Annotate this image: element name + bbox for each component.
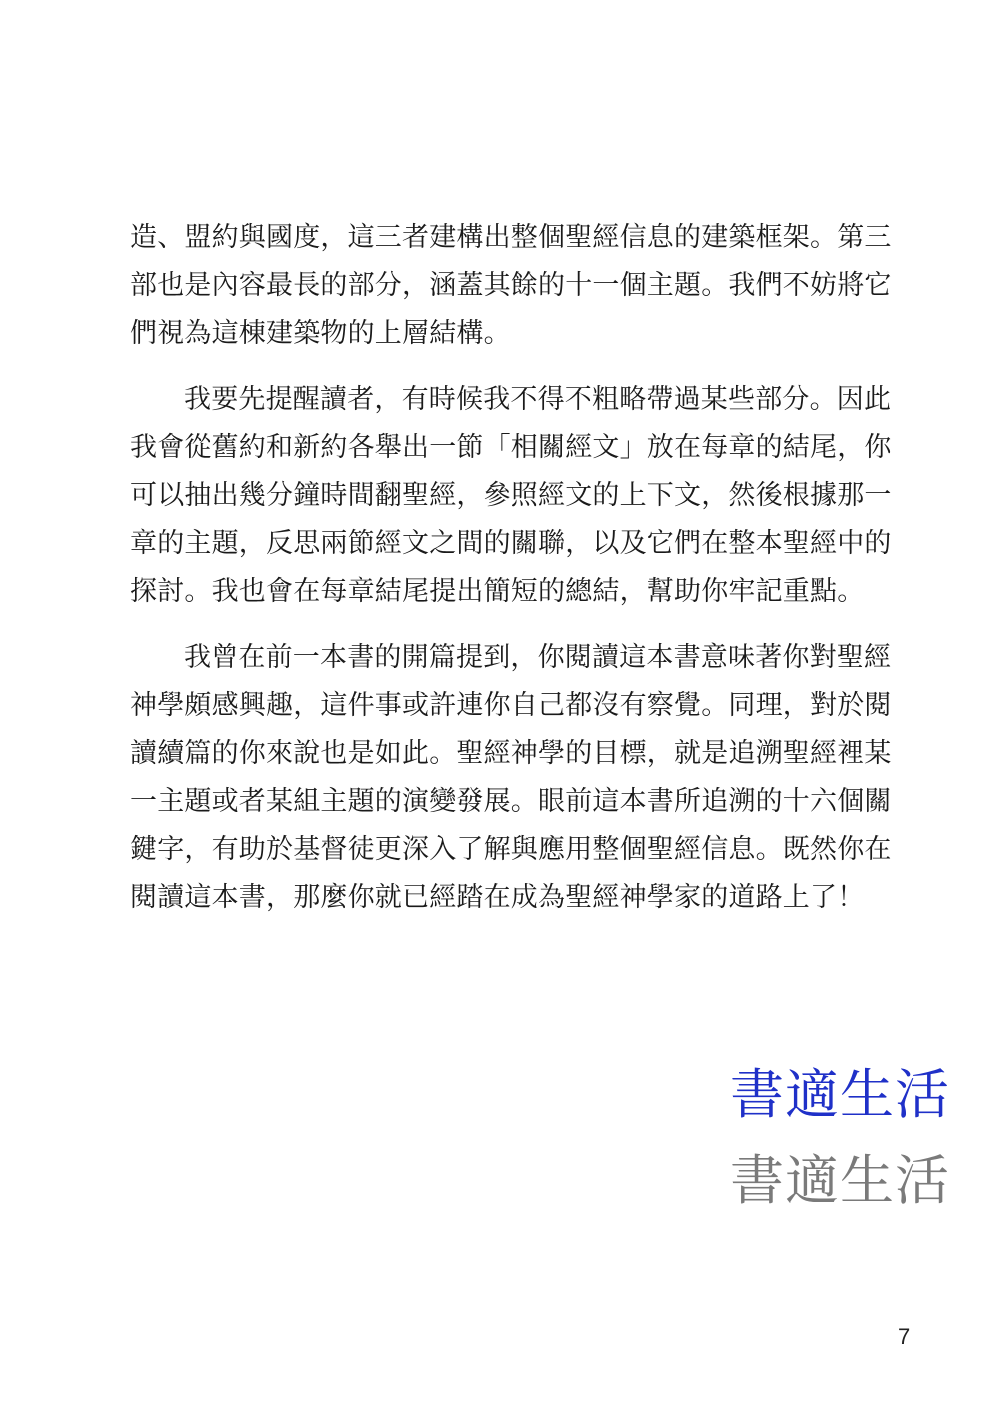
watermark-primary: 書適生活 bbox=[730, 1063, 950, 1126]
text-line: 我曾在前一本書的開篇提到，你閱讀這本書意味著你對聖經 bbox=[184, 642, 892, 673]
text-line: 一主題或者某組主題的演變發展。眼前這本書所追溯的十六個關 bbox=[130, 786, 892, 817]
body-text bbox=[130, 214, 892, 922]
text-line: 造、盟約與國度，這三者建構出整個聖經信息的建築框架。第三 bbox=[130, 222, 892, 253]
text-line: 神學頗感興趣，這件事或許連你自己都沒有察覺。同理，對於閱 bbox=[130, 690, 892, 721]
text-line: 我會從舊約和新約各舉出一節「相關經文」放在每章的結尾，你 bbox=[130, 432, 892, 463]
text-line: 鍵字，有助於基督徒更深入了解與應用整個聖經信息。既然你在 bbox=[130, 834, 892, 865]
text-line: 們視為這棟建築物的上層結構。 bbox=[130, 318, 511, 349]
page-number: 7 bbox=[898, 1324, 911, 1349]
paragraph-2 bbox=[130, 376, 892, 616]
paragraph-3 bbox=[130, 634, 892, 922]
paragraph-1 bbox=[130, 214, 892, 358]
text-line: 讀續篇的你來說也是如此。聖經神學的目標，就是追溯聖經裡某 bbox=[130, 738, 892, 769]
text-line: 探討。我也會在每章結尾提出簡短的總結，幫助你牢記重點。 bbox=[130, 576, 865, 607]
watermark-secondary: 書適生活 bbox=[730, 1149, 950, 1212]
text-line: 可以抽出幾分鐘時間翻聖經，參照經文的上下文，然後根據那一 bbox=[130, 480, 892, 511]
text-line: 章的主題，反思兩節經文之間的關聯，以及它們在整本聖經中的 bbox=[130, 528, 892, 559]
text-line: 部也是內容最長的部分，涵蓋其餘的十一個主題。我們不妨將它 bbox=[130, 270, 892, 301]
text-line: 我要先提醒讀者，有時候我不得不粗略帶過某些部分。因此 bbox=[184, 384, 892, 415]
text-line: 閱讀這本書，那麼你就已經踏在成為聖經神學家的道路上了！ bbox=[130, 882, 865, 913]
